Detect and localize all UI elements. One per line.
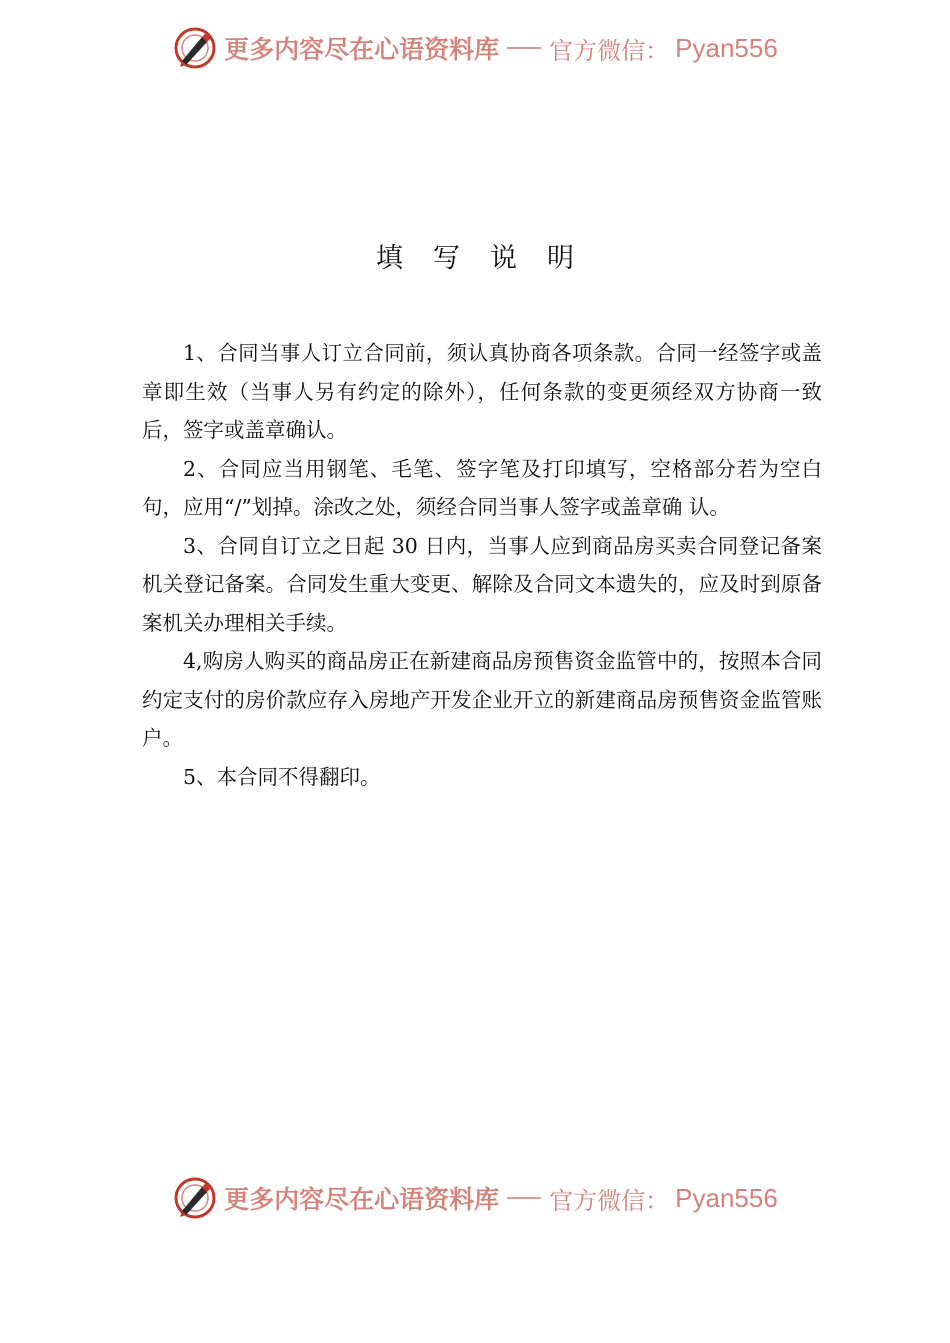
pen-logo-icon: [172, 25, 218, 71]
watermark-main-text: 更多内容尽在心语资料库: [224, 1185, 500, 1214]
paragraph-5: 5、本合同不得翻印。: [183, 764, 381, 789]
watermark-banner-content: [172, 1175, 778, 1221]
watermark-banner-top: [0, 20, 950, 76]
watermark-main-text: 更多内容尽在心语资料库: [224, 35, 500, 64]
watermark-banner-content: [172, 25, 778, 71]
watermark-dash: [507, 47, 541, 49]
watermark-sub-text: 官方微信：: [549, 1186, 670, 1215]
paragraph-1: 1、合同当事人订立合同前，须认真协商各项条款。合同一经签字或盖章即生效（当事人另有约定的除外），任何条款的变更须经双方协商一致后，签字或盖章确认。: [142, 341, 822, 442]
watermark-wechat-id: Pyan556: [675, 1182, 778, 1213]
document-title: 填写说明: [376, 243, 604, 274]
paragraph-2: 2、合同应当用钢笔、毛笔、签字笔及打印填写，空格部分若为空白句，应用“/”划掉。涂改之处，须经合同当事人签字或盖章确 认。: [142, 456, 822, 519]
watermark-sub-text: 官方微信：: [549, 36, 670, 65]
watermark-banner-bottom: [0, 1170, 950, 1226]
document-body: [142, 334, 822, 796]
watermark-wechat-id: Pyan556: [675, 32, 778, 63]
paragraph-3: 3、合同自订立之日起 30 日内，当事人应到商品房买卖合同登记备案机关登记备案。合同发生重大变更、解除及合同文本遗失的，应及时到原备案机关办理相关手续。: [142, 533, 822, 635]
pen-logo-icon: [172, 1175, 218, 1221]
paragraph-4: 4,购房人购买的商品房正在新建商品房预售资金监管中的，按照本合同约定支付的房价款应存入房地产开发企业开立的新建商品房预售资金监管账户。: [142, 649, 822, 750]
watermark-dash: [507, 1197, 541, 1199]
